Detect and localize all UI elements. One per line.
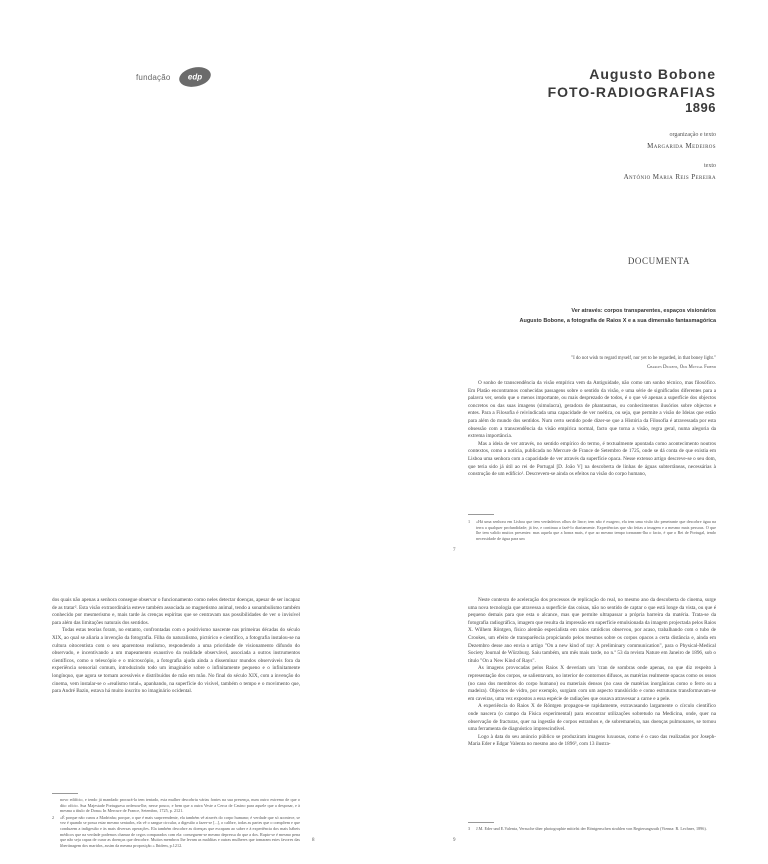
page-number: 8	[312, 838, 315, 843]
footnote-divider	[52, 793, 78, 794]
paragraph: Mas a ideia de ver através, no sentido empírico do termo, é textualmente apontada como acontecimento noutros contextos, como a notícia, publicada no Mercure de France de Setembro de 1725, onde se dá conta de que existia em Lisboa uma senhora com a capacidade de ver através da superfície opaca. Nesse extenso artigo descreve-se o seu dom, que teria sido já útil ao rei de Portugal [D. João V] na descoberta de linhas de águas subterrâneas, necessárias à construção de um edifício¹. Descrevem-se ainda os efeitos na visão do corpo humano,	[468, 440, 716, 478]
footnote-number: 2	[52, 814, 55, 820]
paragraph: As imagens provocadas pelos Raios X deveriam um 'cran de sombras onde apenas, no que diz respeito à representação dos corpos, se salientavam, no interior de contornos difusos, as matérias realmente opacas como os ossos (no caso dos membros do corpo humano) ou materiais densos (no caso de matérias inorgânicas como o ferro ou a madeira). Objectos de vidro, por exemplo, surgiam com um aspecto translúcido e como estruturas transformavam-se em caveiras, uma vez expostos a essa espécie de radiações que ousava atravessar a carne e a pele.	[468, 665, 716, 702]
book-title: FOTO-RADIOGRAFIAS	[547, 84, 716, 100]
page-9-body	[468, 597, 716, 749]
page-number: 7	[453, 548, 456, 553]
credit-text-label: texto	[704, 163, 716, 169]
foundation-logo	[136, 66, 216, 90]
epigraph-quote: "I do not wish to regard myself, nor yet to be regarded, in that boney light."	[571, 356, 716, 361]
footnote-number: 3	[468, 826, 471, 831]
footnote-divider	[468, 514, 494, 515]
footnote	[52, 815, 300, 849]
footnote-text: J.M. Eder und E.Valenta, Versuche über photographie mittelst der Röntgenschen strahlen von Regierungsrath (Vienna: R. Lechner, 1896).	[476, 826, 707, 831]
paragraph: Neste contexto de aceleração dos processos de replicação do real, no mesmo ano da descoberta do cinema, surge uma nova tecnologia que atravessa a superfície das coisas, não no sentido de captar o que está longe da vista, ou que é pequeno demais para que esta o alcance, mas que permite ultrapassar a própria barreira da matéria. Trata-se da fotografia radiográfica, imagem que resulta da impressão em superfície emulsionada da imagem projectada pelos Raios X. Wilhem Röntgen, físico alemão especialista em raios catódicos observou, por acaso, trabalhando com o tubo de Crookes, um efeito de transparência propiciando pelos mesmos sobre os corpos opacos a certa distância e, ainda em Dezembro desse ano envia o artigo "On a new kind of ray: A preliminary communication", para o Physical-Medical Society Journal de Würzburg. Saiu também, um mês mais tarde, no n.º 53 da revista Nature em Janeiro de 1896, sob o título "On a New Kind of Rays".	[468, 597, 716, 664]
article-heading: Ver através: corpos transparentes, espaços visionários	[571, 308, 716, 314]
paragraph: Logo à data do seu anúncio público se produziram imagens luxuosas, como é o caso das realizadas por Joseph-Maria Eder e Edgar Valenta no mesmo ano de 1896³, com 13 ilustra-	[468, 733, 716, 748]
epigraph	[456, 354, 716, 372]
page-8-body	[52, 597, 300, 696]
edp-logo-icon	[178, 66, 212, 88]
credit-text-name: António Maria Reis Pereira	[623, 173, 716, 181]
page-7-body	[468, 380, 716, 479]
page-8-footnotes	[52, 797, 300, 849]
paragraph: O sonho de transcendência da visão empírica vem da Antiguidade, não como um sonho técnico, mas filosófico. Em Platão encontramos conhecidas passagens sobre o sentido da visão, e uma série de significados diferentes para a palavra ver, sendo que o menos importante, ou mais desprezado de todos, é o que vê apenas a superfície dos objectos concretos ou das suas imagens (simulacra), geradora de phantasmas, ou conhecimentos ilusórios sobre objectos e entes. Para a Filosofia é reivindicada uma capacidade de ver noética, ou seja, que permite a visão de Ideias que estão para além do mundo dos sentidos. Num certo sentido pode dizer-se que a História da Filosofia é atravessada por esta obsessão com a transcendência da visão empírica normal, facto que torna a visão, regra geral, numa alegoria da extrema importância.	[468, 380, 716, 440]
footnote-number: 1	[468, 519, 471, 524]
footnote	[468, 519, 716, 541]
paragraph: A experiência do Raios X de Röntgen propagou-se rapidamente, extravasando largamente o círculo científico onde nascera (o campo da Física experimental) para encontrar utilizações sobretudo na Medicina, onde, quer na observação de fracturas, quer na ingestão de corpos estranhos e, de sobremaneira, nas doenças pulmonares, se tornou uma ferramenta de diagnóstico imprescindível.	[468, 703, 716, 733]
footnote	[52, 797, 300, 814]
credit-org-name: Margarida Medeiros	[647, 142, 716, 150]
series-title: DOCUMENTA	[627, 256, 690, 266]
book-author: Augusto Bobone	[589, 66, 716, 82]
page-7-footnotes	[468, 519, 716, 542]
article-subheading: Augusto Bobone, a fotografia de Raios X e a sua dimensão fantasmagórica	[519, 318, 716, 324]
footnote-text: «É porque não curou a Madrinha; porque, o que é mais surpreendente, ela também vê através do corpo humano; é verdade que só acontece, se vez é quando se possa estar mesmo sentados, ela vê o sangue circular, a digestão a fazer-se [...], o calibre, todas as partes que o compõem e que conduzem a indigestão e às mais diversas operações. Ela também descobre as doenças que escapam ao saber e à experiência dos mais hábeis médicos que na verdade podemos chamar de cegos comparados com ela: conseguem-se mesmo depressa do que a dos. Rapto-se é mesmo pena que não seja capaz de curar as doenças que descobre. Muitos membros lhe levam as malditas e outras mulheres que tomaram estes favores das libertinagem dos maridos, assim da mesma proposição.» Ibidem, p.1212.	[60, 814, 300, 848]
epigraph-source: Charles Dickens, Our Mutual Friend	[646, 365, 716, 370]
credit-org-label: organização e texto	[669, 132, 716, 138]
book-year: 1896	[685, 100, 716, 115]
logo-badge-text: edp	[187, 72, 203, 82]
footnote-divider	[468, 822, 494, 823]
footnote-text: «Há uma senhora em Lisboa que tem verdadeiros olhos de lince; tem não é exagero, ela tem uma visão tão penetrante que descobre água na terra a qualquer profundidade; já fez, e continua a fazê-lo diariamente. Experiências que são feitas a imagem e a mesmo mais pessoas. O que lhe tem valido muitos presentes: mas aquela que a honra mais, é que ao mesmo tempo tornaram-lha o facto, é que o Rei de Portugal, tendo necessidade de água para um	[476, 519, 716, 541]
footnote	[468, 826, 716, 832]
paragraph: Todas estas teorias foram, no entanto, confrontadas com o positivismo nascente nas primeiras décadas do século XIX, ao qual se aliaria a invenção da fotografia. Filha do naturalismo, pictórico e científico, a fotografia instalou-se na cultura oitocentista com o seu aparentoso realismo, respondendo a uma prioridade de visionamento difundo do observado, e incentivando a um mapeamento exaustivo da realidade observável, associada a outros instrumentos científicos, como o telescópio e o microscópio, a fotografia ajuda ainda a disseminar mundos observáveis fora da experiência sensorial comum, introduzindo todo um imaginário sobre o infinitamente pequeno e o infinitamente longínquo, que agora se tornam acessíveis e distribuídos de mão em mão. No final do século XIX, com a invenção do cinema, vem instalar-se o «realismo total», apanhando, na superfície do visível, também o tempo e o movimento que, para André Bazin, estava há muito inscrito no imaginário ocidental.	[52, 627, 300, 695]
page-9-footnotes	[468, 826, 716, 833]
page-number: 9	[453, 838, 456, 843]
footnote-text: novo edifício, e tendo já mandado procurá-la tem tentado, esta mulher descobriu várias fontes na sua presença, num outro extremo de que o dito ofício. Sua Majestade Portuguesa ordenou-lhe, nesse pouco, e bem que a outra Veste a Cerca de Casino para aquele que a desposar, e à mesma a título de Dona» In Mercure de France, Setembro, 1725, p. 2121.	[60, 797, 300, 814]
logo-text: fundação	[136, 73, 171, 82]
paragraph: dos quais não apenas a senhora consegue observar o funcionamento como neles detectar doenças, apesar de ser incapaz de as tratar². Esta visão extraordinária esteve também associada ao magnetismo animal, tendo a sonambulismo também conhecido por mesmerismo e, mais tarde às crenças espíritas que se centravam nas possibilidades de ver o invisível para além das limitações naturais dos sentidos.	[52, 597, 300, 626]
